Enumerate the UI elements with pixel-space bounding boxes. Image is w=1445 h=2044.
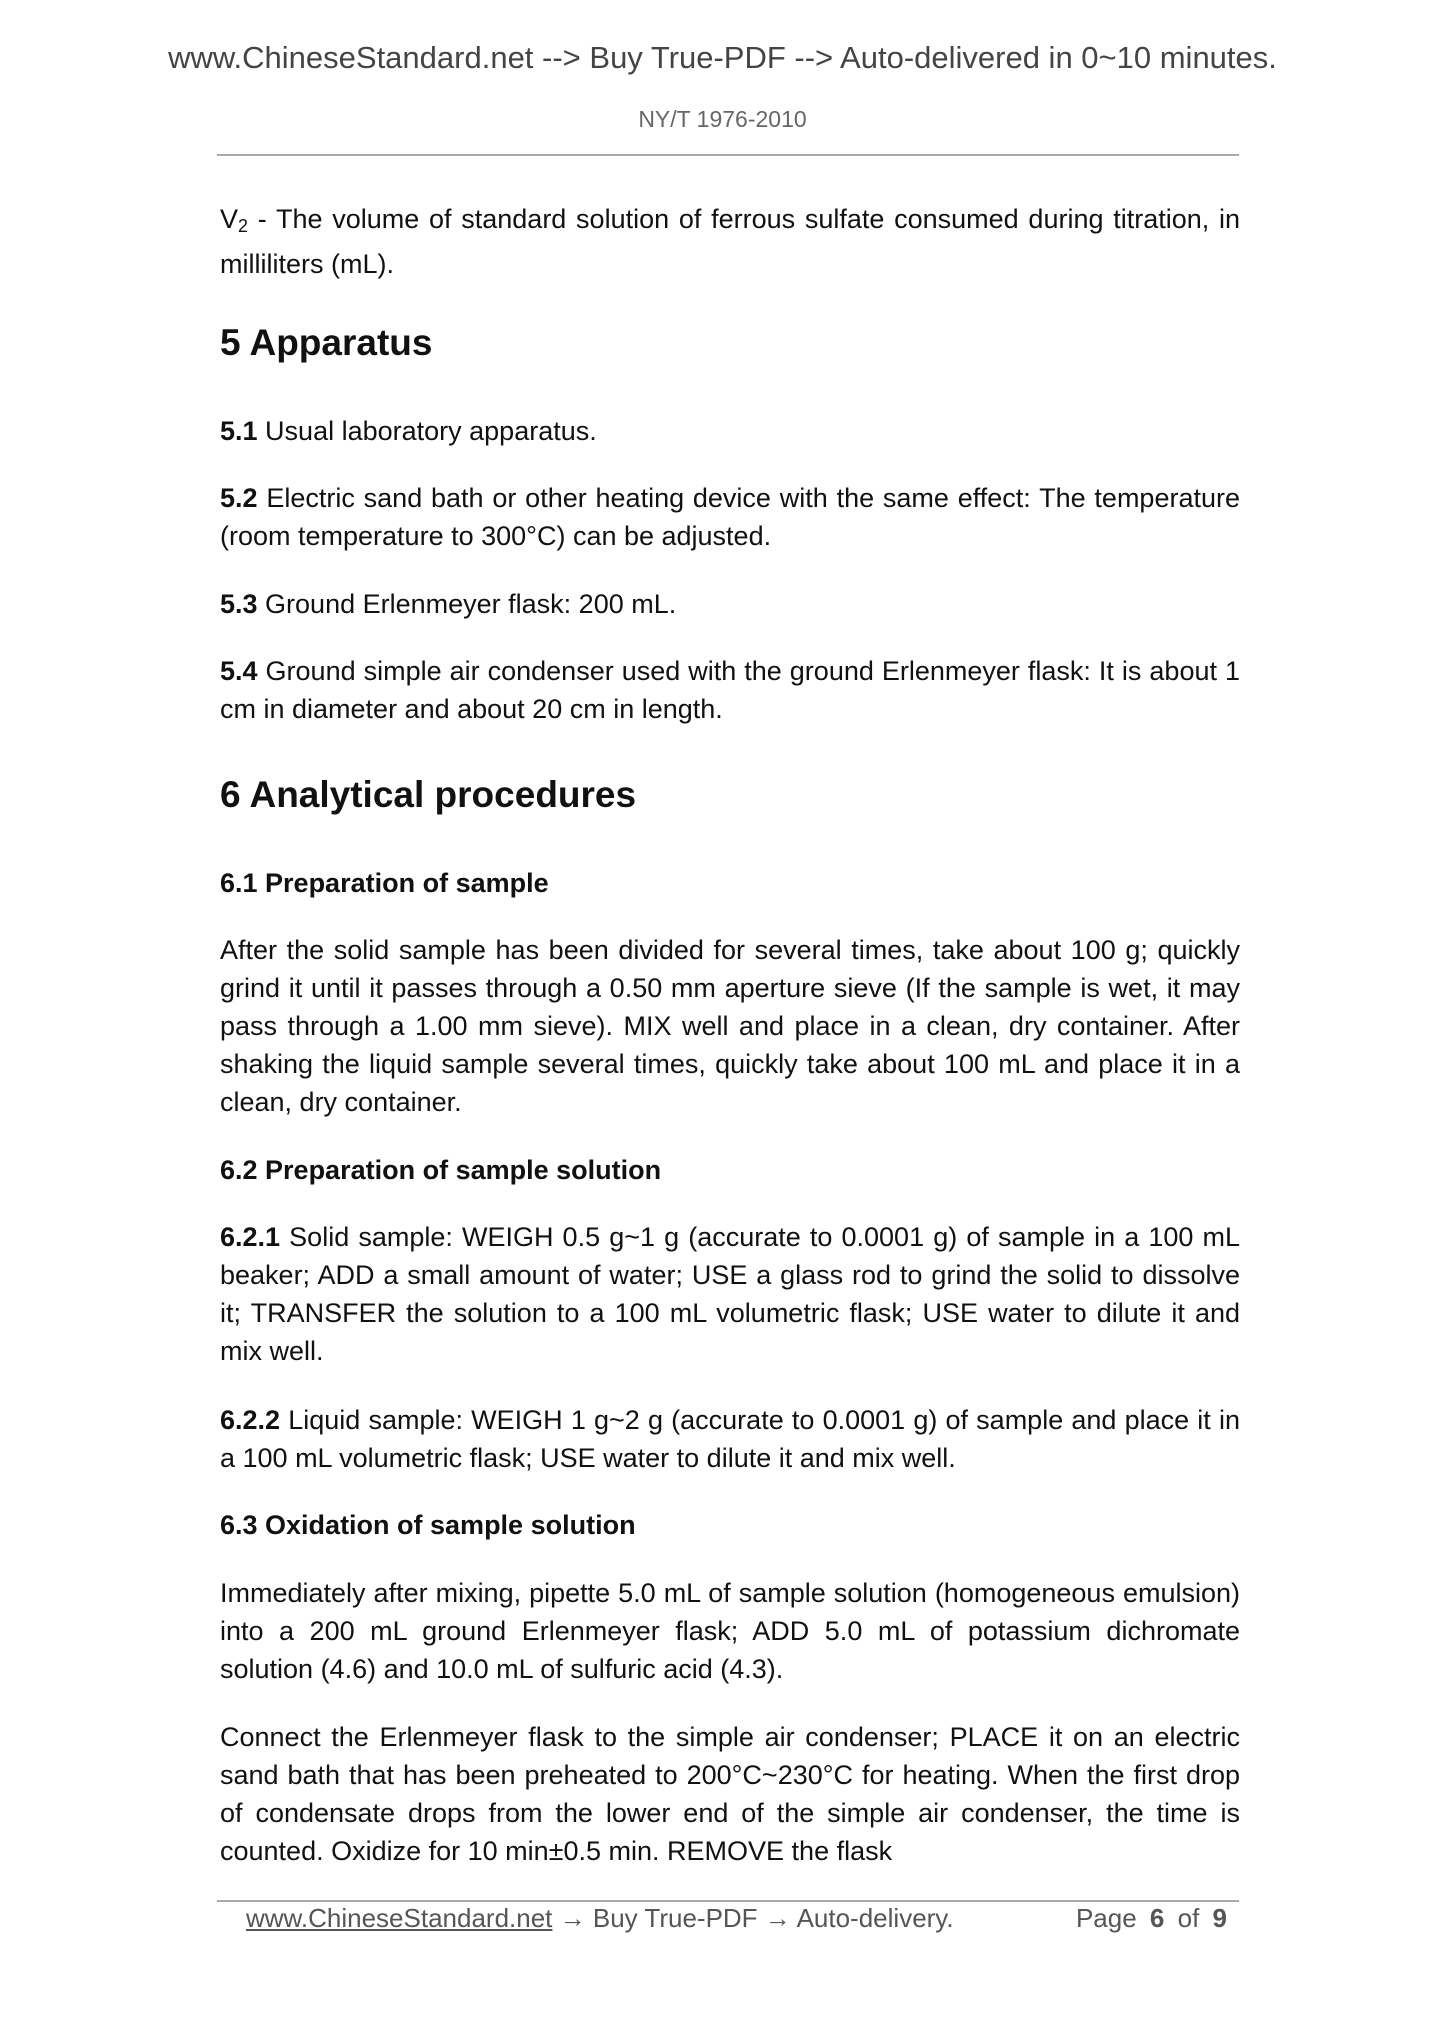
section-6-3-title: 6.3 Oxidation of sample solution	[220, 1510, 636, 1540]
header-divider	[217, 154, 1239, 156]
section-6-3-para-2: Connect the Erlenmeyer flask to the simple air condenser; PLACE it on an electric sand bath that has been preheated to 200°C~230°C for heating. When the first drop of condensate drops from the lower end of the simple air condenser, the time is counted. Oxidize for 10 min±0.5 min. REMOVE the flask	[220, 1722, 1240, 1866]
clause-5-3: 5.3 Ground Erlenmeyer flask: 200 mL.	[220, 589, 677, 619]
clause-5-1: 5.1 Usual laboratory apparatus.	[220, 416, 597, 446]
clause-6-2-2: 6.2.2 Liquid sample: WEIGH 1 g~2 g (accurate to 0.0001 g) of sample and place it in a 100 mL volumetric flask; USE water to dilute it and mix well.	[220, 1405, 1240, 1473]
footer-divider	[217, 1900, 1239, 1902]
footer-text: www.ChineseStandard.net → Buy True-PDF → Auto-delivery.	[246, 1903, 954, 1933]
section-5-title: 5 Apparatus	[220, 322, 433, 363]
section-6-1-title: 6.1 Preparation of sample	[220, 868, 549, 898]
variable-definition: $V_2$ - The volume of standard solution of ferrous sulfate consumed during titration, in milliliters (mL).	[220, 204, 1240, 279]
header-banner: www.ChineseStandard.net --> Buy True-PDF --> Auto-delivered in 0~10 minutes.	[168, 40, 1277, 75]
section-6-3-para-1: Immediately after mixing, pipette 5.0 mL of sample solution (homogeneous emulsion) into a 200 mL ground Erlenmeyer flask; ADD 5.0 mL of potassium dichromate solution (4.6) and 10.0 mL of sulfuric acid (4.3).	[220, 1578, 1240, 1684]
section-6-title: 6 Analytical procedures	[220, 774, 637, 815]
clause-5-4: 5.4 Ground simple air condenser used with the ground Erlenmeyer flask: It is about 1 cm in diameter and about 20 cm in length.	[220, 656, 1240, 724]
page-indicator: Page 6 of 9	[1075, 1903, 1227, 1933]
clause-6-2-1: 6.2.1 Solid sample: WEIGH 0.5 g~1 g (accurate to 0.0001 g) of sample in a 100 mL beaker; ADD a small amount of water; USE a glass rod to grind the solid to dissolve it; TRANSFER the solution to a 100 mL volumetric flask; USE water to dilute it and mix well.	[220, 1222, 1240, 1366]
standard-code: NY/T 1976-2010	[638, 106, 807, 132]
clause-5-2: 5.2 Electric sand bath or other heating device with the same effect: The temperature (room temperature to 300°C) can be adjusted.	[220, 483, 1240, 551]
footer-link[interactable]: www.ChineseStandard.net	[246, 1903, 553, 1933]
section-6-2-title: 6.2 Preparation of sample solution	[220, 1155, 662, 1185]
section-6-1-text: After the solid sample has been divided for several times, take about 100 g; quickly grind it until it passes through a 0.50 mm aperture sieve (If the sample is wet, it may pass through a 1.00 mm sieve). MIX well and place in a clean, dry container. After shaking the liquid sample several times, quickly take about 100 mL and place it in a clean, dry container.	[220, 935, 1240, 1117]
